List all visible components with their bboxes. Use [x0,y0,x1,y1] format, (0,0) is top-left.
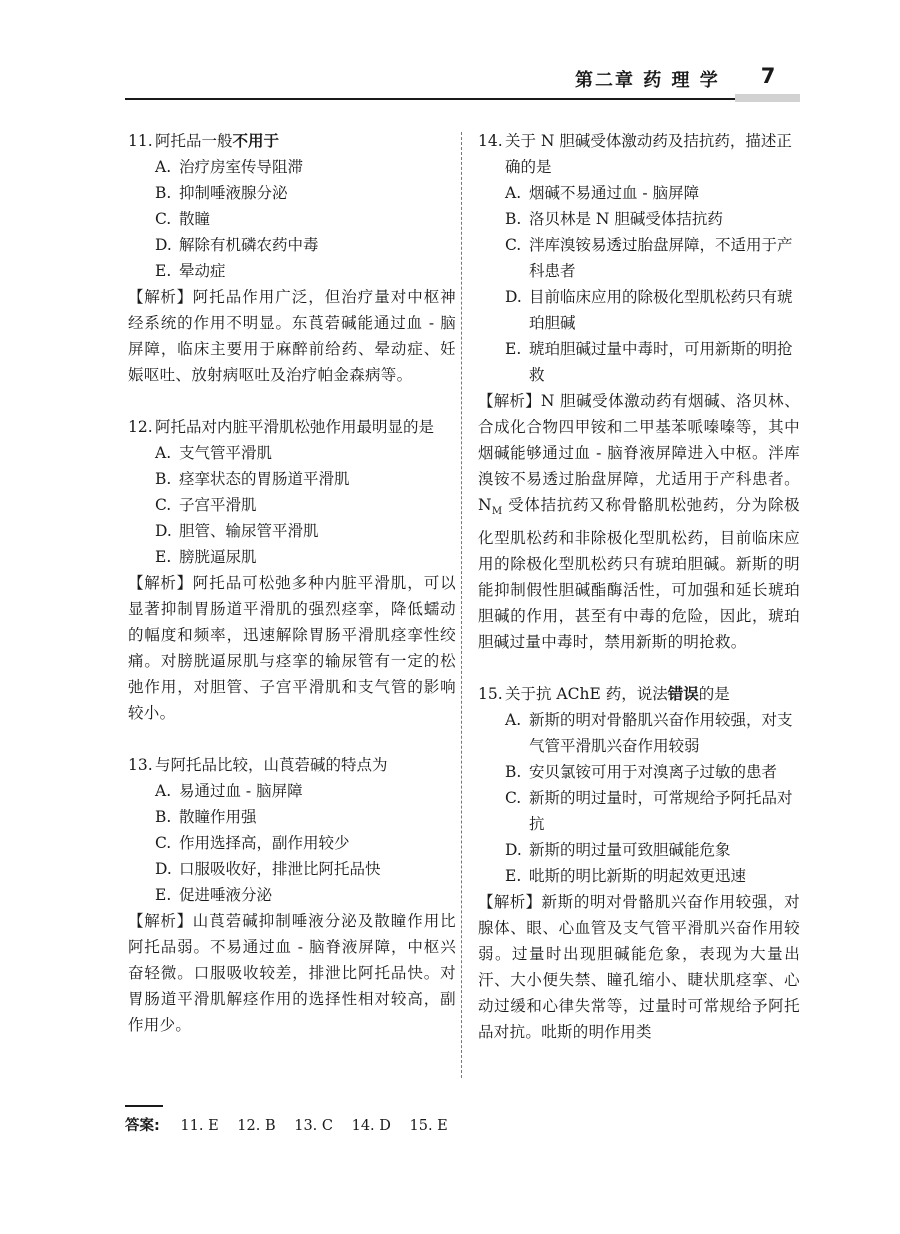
option-text: 泮库溴铵易透过胎盘屏障，不适用于产科患者 [529,236,793,280]
option-text: 痉挛状态的胃肠道平滑肌 [179,470,350,488]
option-letter: E. [155,262,172,280]
option-d [478,284,800,336]
option-letter: C. [505,236,522,254]
answer-key [125,1114,462,1135]
option-letter: D. [155,236,172,254]
answer-item: 13. C [294,1118,333,1134]
option-c [128,206,456,232]
option-a [128,154,456,180]
option-a [478,707,800,759]
option-text: 治疗房室传导阻滞 [179,158,304,176]
option-letter: D. [155,522,172,540]
option-d [128,518,456,544]
answer-key-label: 答案: [125,1118,160,1134]
option-text: 目前临床应用的除极化型肌松药只有琥珀胆碱 [529,288,793,332]
question-13 [128,752,456,1038]
option-letter: E. [155,886,172,904]
option-c [478,785,800,837]
question-number: 15. [478,685,503,704]
option-letter: B. [155,184,172,202]
option-c [128,830,456,856]
option-text: 吡斯的明比新斯的明起效更迅速 [529,867,747,886]
option-d [478,837,800,863]
option-b [128,804,456,830]
option-letter: A. [505,711,522,730]
option-a [128,778,456,804]
option-letter: C. [505,789,522,808]
analysis-text: 山莨菪碱抑制唾液分泌及散瞳作用比阿托品弱。不易通过血 - 脑脊液屏障，中枢兴奋轻微。口服吸收较差，排泄比阿托品快。对胃肠道平滑肌解痉作用的选择性相对较高，副作用少。 [128,912,456,1034]
question-stem [128,752,456,778]
option-text: 子宫平滑肌 [179,496,257,514]
option-e [128,544,456,570]
question-number: 12. [128,418,153,436]
option-letter: A. [155,158,172,176]
question-text: 阿托品一般 [155,132,233,150]
option-b [478,206,800,232]
question-text: 阿托品对内脏平滑肌松弛作用最明显的是 [155,418,435,436]
option-letter: D. [155,860,172,878]
question-text: 关于抗 AChE 药，说法 [505,685,668,704]
question-text: 与阿托品比较，山莨菪碱的特点为 [155,756,388,774]
right-column [478,128,800,1071]
option-text: 洛贝林是 N 胆碱受体拮抗药 [529,210,723,228]
analysis-label: 【解析】 [128,288,193,306]
analysis-label: 【解析】 [478,392,541,410]
option-text: 晕动症 [179,262,226,280]
option-d [128,856,456,882]
analysis-text: 新斯的明对骨骼肌兴奋作用较强，对腺体、眼、心血管及支气管平滑肌兴奋作用较弱。过量时出现胆碱能危象，表现为大量出汗、大小便失禁、瞳孔缩小、睫状肌痉挛、心动过缓和心律失常等，过量时可常规给予阿托品对抗。吡斯的明作用类 [478,893,800,1042]
question-stem [478,128,800,180]
option-letter: E. [155,548,172,566]
option-text: 抑制唾液腺分泌 [179,184,288,202]
chapter-title: 第二章 药 理 学 [575,70,720,91]
question-stem [128,128,456,154]
question-number: 11. [128,132,153,150]
question-text-after: 的是 [698,685,730,704]
option-b [478,759,800,785]
answer-item: 12. B [237,1118,276,1134]
option-c [128,492,456,518]
option-e [478,336,800,388]
analysis [128,570,456,726]
option-text: 散瞳作用强 [179,808,257,826]
header-rule [125,98,735,100]
option-text: 作用选择高，副作用较少 [179,834,350,852]
analysis [128,284,456,388]
question-emphasis: 不用于 [232,132,280,150]
option-text: 膀胱逼尿肌 [179,548,257,566]
analysis-subscript: M [491,506,503,518]
option-letter: D. [505,841,522,860]
option-b [128,180,456,206]
option-d [128,232,456,258]
analysis-text-continued: 受体拮抗药又称骨骼肌松弛药，分为除极化型肌松药和非除极化型肌松药，目前临床应用的除极化型肌松药只有琥珀胆碱。新斯的明能抑制假性胆碱酯酶活性，可加强和延长琥珀胆碱的作用，甚至有中毒的危险，因此，琥珀胆碱过量中毒时，禁用新斯的明抢救。 [478,496,800,652]
option-e [128,258,456,284]
option-letter: B. [505,763,522,782]
analysis-text: 阿托品可松弛多种内脏平滑肌，可以显著抑制胃肠道平滑肌的强烈痉挛，降低蠕动的幅度和频率，迅速解除胃肠平滑肌痉挛性绞痛。对膀胱逼尿肌与痉挛的输尿管有一定的松弛作用，对胆管、子宫平滑肌和支气管的影响较小。 [128,574,456,722]
option-letter: A. [505,184,522,202]
option-a [478,180,800,206]
question-number: 13. [128,756,153,774]
column-divider [461,132,462,1078]
option-letter: B. [155,808,172,826]
option-letter: D. [505,288,522,306]
option-e [128,882,456,908]
option-text: 胆管、输尿管平滑肌 [179,522,319,540]
analysis [128,908,456,1038]
option-text: 新斯的明过量可致胆碱能危象 [529,841,731,860]
question-stem [478,681,800,707]
option-letter: C. [155,210,172,228]
question-14 [478,128,800,655]
header-bar [735,94,800,102]
option-text: 口服吸收好，排泄比阿托品快 [179,860,381,878]
answer-item: 14. D [351,1118,391,1134]
option-text: 琥珀胆碱过量中毒时，可用新斯的明抢救 [529,340,793,384]
option-letter: C. [155,834,172,852]
analysis [478,388,800,655]
option-letter: A. [155,782,172,800]
analysis-label: 【解析】 [478,893,542,912]
option-text: 促进唾液分泌 [179,886,273,904]
analysis-label: 【解析】 [128,912,193,930]
analysis-text: 阿托品作用广泛，但治疗量对中枢神经系统的作用不明显。东莨菪碱能通过血 - 脑屏障，临床主要用于麻醉前给药、晕动症、妊娠呕吐、放射病呕吐及治疗帕金森病等。 [128,288,456,384]
option-letter: A. [155,444,172,462]
question-text: 关于 N 胆碱受体激动药及拮抗药，描述正确的是 [505,132,792,176]
option-text: 散瞳 [179,210,211,228]
option-letter: B. [505,210,522,228]
question-15 [478,681,800,1045]
analysis [478,889,800,1045]
question-emphasis: 错误 [667,685,699,704]
analysis-text: N 胆碱受体激动药有烟碱、洛贝林、合成化合物四甲铵和二甲基苯哌嗪嗪等，其中烟碱能够通过血 - 脑脊液屏障进入中枢。泮库溴铵不易透过胎盘屏障，尤适用于产科患者。N [478,392,800,514]
question-12 [128,414,456,726]
option-text: 新斯的明对骨骼肌兴奋作用较强，对支气管平滑肌兴奋作用较弱 [529,711,793,756]
answer-item: 15. E [409,1118,448,1134]
option-e [478,863,800,889]
page-number: 7 [760,64,776,88]
question-stem [128,414,456,440]
option-text: 易通过血 - 脑屏障 [179,782,303,800]
footer-rule [125,1105,163,1107]
option-text: 烟碱不易通过血 - 脑屏障 [529,184,700,202]
option-b [128,466,456,492]
answer-item: 11. E [180,1118,219,1134]
option-letter: E. [505,867,522,886]
option-c [478,232,800,284]
left-column [128,128,456,1064]
option-text: 安贝氯铵可用于对溴离子过敏的患者 [529,763,778,782]
analysis-label: 【解析】 [128,574,193,592]
option-text: 新斯的明过量时，可常规给予阿托品对抗 [529,789,793,834]
option-a [128,440,456,466]
option-text: 解除有机磷农药中毒 [179,236,319,254]
option-letter: C. [155,496,172,514]
option-letter: E. [505,340,522,358]
option-letter: B. [155,470,172,488]
question-number: 14. [478,132,503,150]
question-11 [128,128,456,388]
option-text: 支气管平滑肌 [179,444,273,462]
